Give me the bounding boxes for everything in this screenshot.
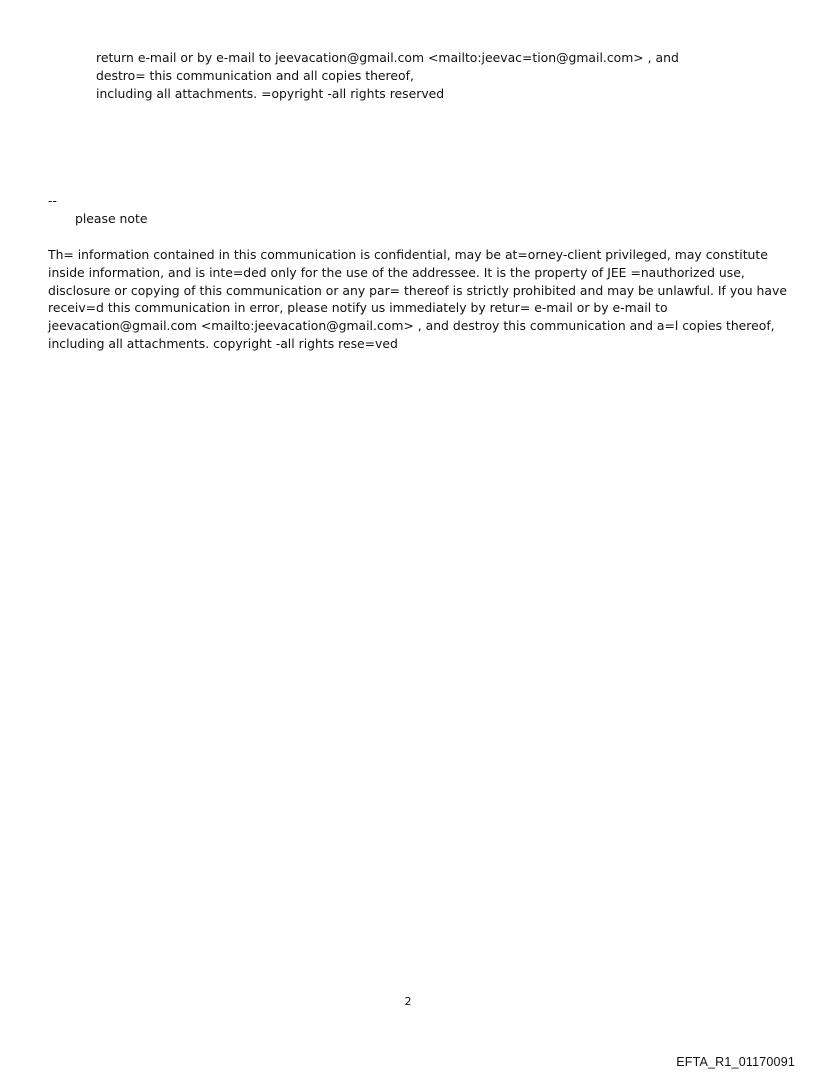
- confidentiality-disclaimer: [48, 246, 787, 353]
- quoted-disclaimer-fragment: [96, 49, 756, 103]
- text-line: destro= this communication and all copies thereof,: [96, 68, 414, 83]
- text-line: disclosure or copying of this communication or any par= thereof is strictly prohibited and may be unlawful. If you have: [48, 282, 787, 298]
- text-line: inside information, and is inte=ded only for the use of the addressee. It is the property of JEE =nauthorized use,: [48, 264, 745, 280]
- signature-separator: --: [48, 193, 57, 208]
- text-line: return e-mail or by e-mail to jeevacation@gmail.com <mailto:jeevac=tion@gmail.com> , and: [96, 50, 679, 65]
- text-line: including all attachments. =opyright -all rights reserved: [96, 86, 445, 101]
- note-heading: please note: [75, 211, 148, 226]
- text-line: jeevacation@gmail.com <mailto:jeevacation@gmail.com> , and destroy this communication and a=l copies thereof,: [48, 318, 775, 334]
- document-id: EFTA_R1_01170091: [676, 1055, 795, 1069]
- page-number: 2: [404, 995, 412, 1008]
- text-line: Th= information contained in this communication is confidential, may be at=orney-client privileged, may constitute: [48, 247, 768, 262]
- text-line: receiv=d this communication in error, please notify us immediately by retur= e-mail or by e-mail to: [48, 300, 668, 316]
- text-line: including all attachments. copyright -all rights rese=ved: [48, 335, 398, 351]
